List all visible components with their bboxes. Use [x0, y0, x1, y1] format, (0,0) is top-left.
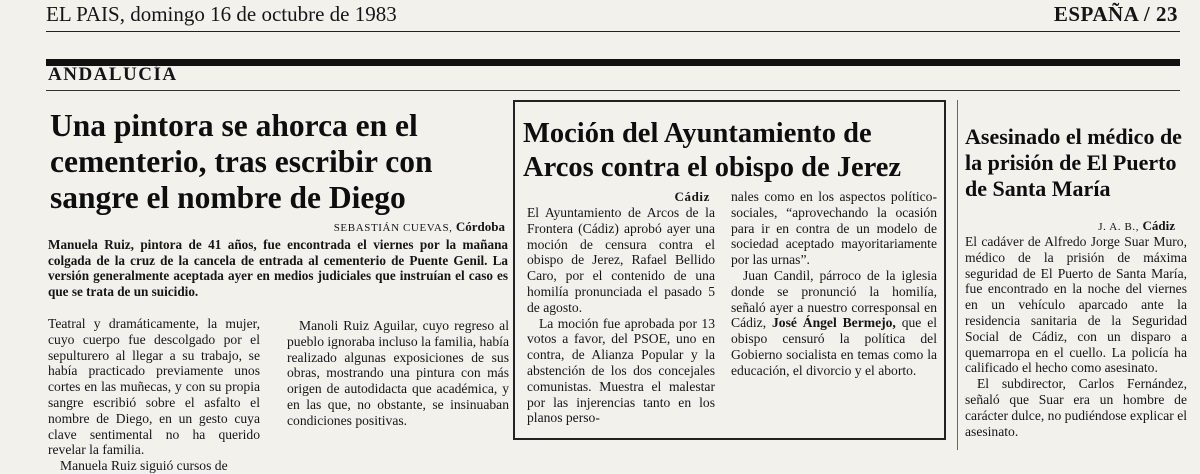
article2-col1-paragraph2: La moción fue aprobada por 13 votos a favor, del PSOE, uno en contra, de Alianza Popular y la abstención de los dos concejales comunistas. Muestra el malestar por las injerencias tanto en los planos perso- — [527, 315, 715, 426]
article2-col2-text-b: que el obispo censuró la política del Gobierno socialista en temas como la educación, el divorcio y el aborto. — [731, 315, 938, 378]
article3-byline — [1035, 218, 1175, 234]
article2-col2-paragraph: nales como en los aspectos político-sociales, “aprovechando la ocasión para ir en contra de un modelo de sociedad aceptado mayoritariamente por las urnas”. — [731, 189, 937, 268]
article1-byline — [300, 219, 505, 235]
article1-byline-author: SEBASTIÁN CUEVAS, — [333, 222, 453, 234]
article1-headline: Una pintora se ahorca en el cementerio, tras escribir con sangre el nombre de Diego — [50, 108, 433, 215]
article2-col2-paragraph2 — [731, 268, 937, 379]
top-rule — [46, 31, 1180, 32]
page-number: ESPAÑA / 23 — [1053, 2, 1178, 26]
column-divider — [957, 100, 958, 450]
article1-col1-paragraph2: Manuela Ruiz siguió cursos de — [60, 458, 228, 474]
article1-byline-place: Córdoba — [455, 219, 505, 234]
article3-byline-author: J. A. B., — [1098, 221, 1140, 233]
article2-column2 — [731, 189, 937, 379]
article1-column2 — [287, 318, 509, 429]
article1-col1-paragraph: Teatral y dramáticamente, la mujer, cuyo cuerpo fue descolgado por el sepulturero al llegar a su trabajo, se había practicado previamente unos cortes en las muñecas, y con su propia sangre escribió sobre el asfalto el nombre de Diego, en un gesto cuya clave sentimental no ha querido revelar la familia. — [48, 316, 260, 458]
article2-headline: Moción del Ayuntamiento de Arcos contra el obispo de Jerez — [523, 118, 902, 183]
article2-col2-name: José Ángel Bermejo, — [771, 315, 896, 331]
article2-column1 — [527, 205, 715, 426]
section-title: ANDALUCÍA — [48, 64, 178, 85]
article3-headline: Asesinado el médico de la prisión de El Puerto de Santa María — [965, 124, 1182, 201]
article3-column — [965, 234, 1187, 439]
article2-col2-text-a: Juan Candil, párroco de la iglesia donde se pronunció la homilía, señaló ayer a nuestro corresponsal en Cádiz, — [731, 267, 937, 331]
section-rule — [46, 59, 1180, 66]
article3-byline-place: Cádiz — [1142, 218, 1175, 233]
article2-byline: Cádiz — [674, 189, 710, 204]
article3-paragraph2: El subdirector, Carlos Fernández, señaló que Suar era un hombre de carácter dulce, no pudiéndose explicar el asesinato. — [965, 376, 1187, 439]
article1-column1 — [48, 316, 260, 474]
article1-col2-paragraph: Manoli Ruiz Aguilar, cuyo regreso al pueblo ignoraba incluso la familia, había realizado algunas exposiciones de sus obras, mostrando una pintura con más origen de autodidacta que académica, y en las que, no obstante, se insinuaban condiciones positivas. — [287, 318, 509, 428]
article3-paragraph: El cadáver de Alfredo Jorge Suar Muro, médico de la prisión de máxima seguridad de El Puerto de Santa María, fue encontrado en la noche del viernes en un vehículo aparcado ante la residencia sanitaria de la Seguridad Social de Cádiz, con un disparo a quemarropa en el cuello. La policía ha calificado el hecho como asesinato. — [965, 234, 1187, 376]
article2-col1-paragraph: El Ayuntamiento de Arcos de la Frontera (Cádiz) aprobó ayer una moción de censura contra el obispo de Jerez, Rafael Bellido Caro, por el contenido de una homilía pronunciada el pasado 5 de agosto. — [527, 205, 715, 315]
article1-lead: Manuela Ruiz, pintora de 41 años, fue encontrada el viernes por la mañana colgada de la cruz de la cancela de entrada al cementerio de Puente Genil. La versión generalmente aceptada ayer en medios judiciales que instruían el caso es que se trata de un suicidio. — [48, 237, 508, 299]
section-underline — [46, 90, 1180, 91]
masthead-date: EL PAIS, domingo 16 de octubre de 1983 — [46, 2, 397, 26]
